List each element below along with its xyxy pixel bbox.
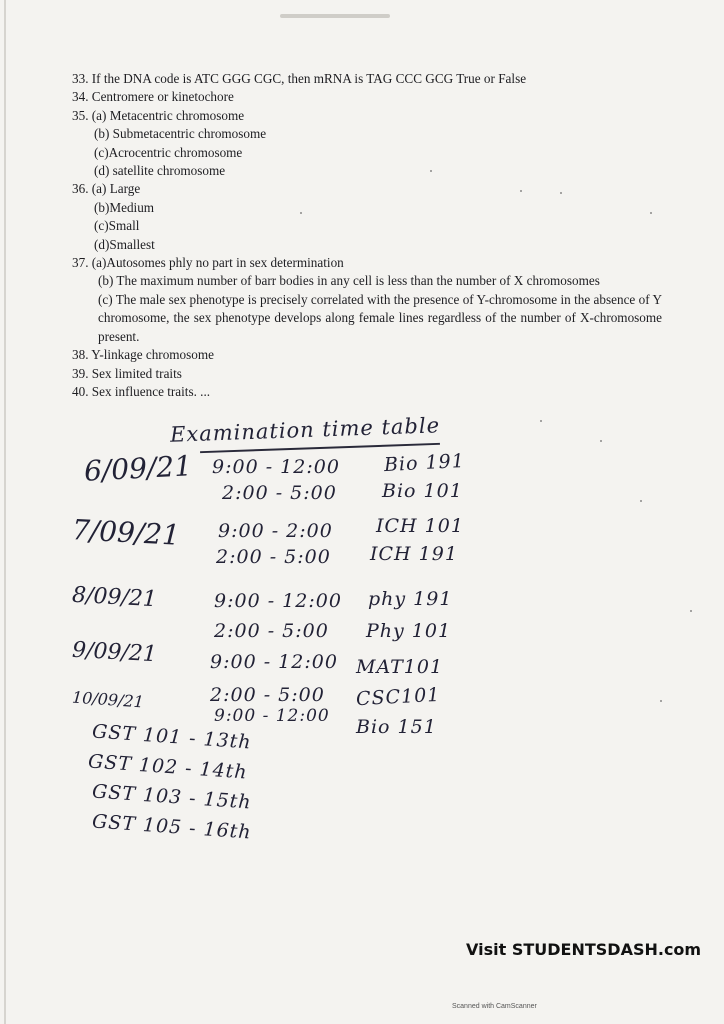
item-36a: 36. (a) Large [72,181,141,197]
date-1: 6/09/21 [83,449,193,488]
item-37c: (c) The male sex phenotype is precisely correlated with the presence of Y-chromosome in the absence of Y chromosome, the sex phenotype develops along female lines regardless of the number of X-chromosome present. [98,291,662,344]
item-35a: 35. (a) Metacentric chromosome [72,107,245,123]
item-37a: 37. (a)Autosomes phly no part in sex determination [72,255,344,271]
scan-speck [650,212,652,214]
item-35c: (c)Acrocentric chromosome [94,144,243,160]
course-5: phy 191 [368,588,453,610]
date-2: 7/09/21 [71,513,181,552]
gst-4: GST 105 - 16th [91,810,253,844]
scan-speck [600,440,602,442]
time-1: 9:00 - 12:00 [212,456,340,478]
item-34: 34. Centromere or kinetochore [72,89,234,105]
camscanner-label: Scanned with CamScanner [452,1003,537,1010]
date-3: 8/09/21 [71,582,158,613]
gst-3: GST 103 - 15th [91,780,253,814]
scan-speck [690,610,692,612]
item-36c: (c)Small [94,218,140,234]
time-3: 9:00 - 2:00 [218,520,333,542]
time-7: 9:00 - 12:00 [210,651,338,673]
item-36d: (d)Smallest [94,236,155,252]
scan-speck [300,212,302,214]
printed-answers [72,70,682,401]
item-35b: (b) Submetacentric chromosome [94,126,267,142]
scan-speck [560,192,562,194]
gst-1: GST 101 - 13th [91,720,253,754]
item-37b: (b) The maximum number of barr bodies in any cell is less than the number of X chromosomes [98,273,600,289]
date-5: 10/09/21 [71,687,145,712]
time-2: 2:00 - 5:00 [222,482,337,504]
scan-speck [540,420,542,422]
time-9: 9:00 - 12:00 [214,706,330,726]
scan-speck [430,170,432,172]
course-6: Phy 101 [366,620,452,642]
course-3: ICH 101 [376,515,464,537]
time-6: 2:00 - 5:00 [214,620,329,642]
item-35d: (d) satellite chromosome [94,163,226,179]
date-4: 9/09/21 [71,637,158,668]
scan-speck [520,190,522,192]
course-9: Bio 151 [356,716,437,738]
course-1: Bio 191 [383,449,466,477]
time-4: 2:00 - 5:00 [216,546,331,568]
gst-2: GST 102 - 14th [87,750,249,784]
course-8: CSC101 [355,683,441,711]
studentsdash-watermark: Visit STUDENTSDASH.com [466,940,702,959]
course-7: MAT101 [356,656,444,678]
item-33: 33. If the DNA code is ATC GGG CGC, then mRNA is TAG CCC GCG True or False [72,71,527,86]
course-2: Bio 101 [382,480,463,502]
item-39: 39. Sex limited traits [72,365,182,381]
page-margin-line [4,0,6,1024]
time-5: 9:00 - 12:00 [214,590,342,612]
time-8: 2:00 - 5:00 [210,684,325,706]
item-38: 38. Y-linkage chromosome [72,347,214,363]
scan-speck [640,500,642,502]
timetable-title: Examination time table [169,413,441,447]
scan-smudge [280,14,390,18]
course-4: ICH 191 [370,543,458,565]
item-40: 40. Sex influence traits. ... [72,383,211,399]
scan-speck [660,700,662,702]
item-36b: (b)Medium [94,199,155,215]
